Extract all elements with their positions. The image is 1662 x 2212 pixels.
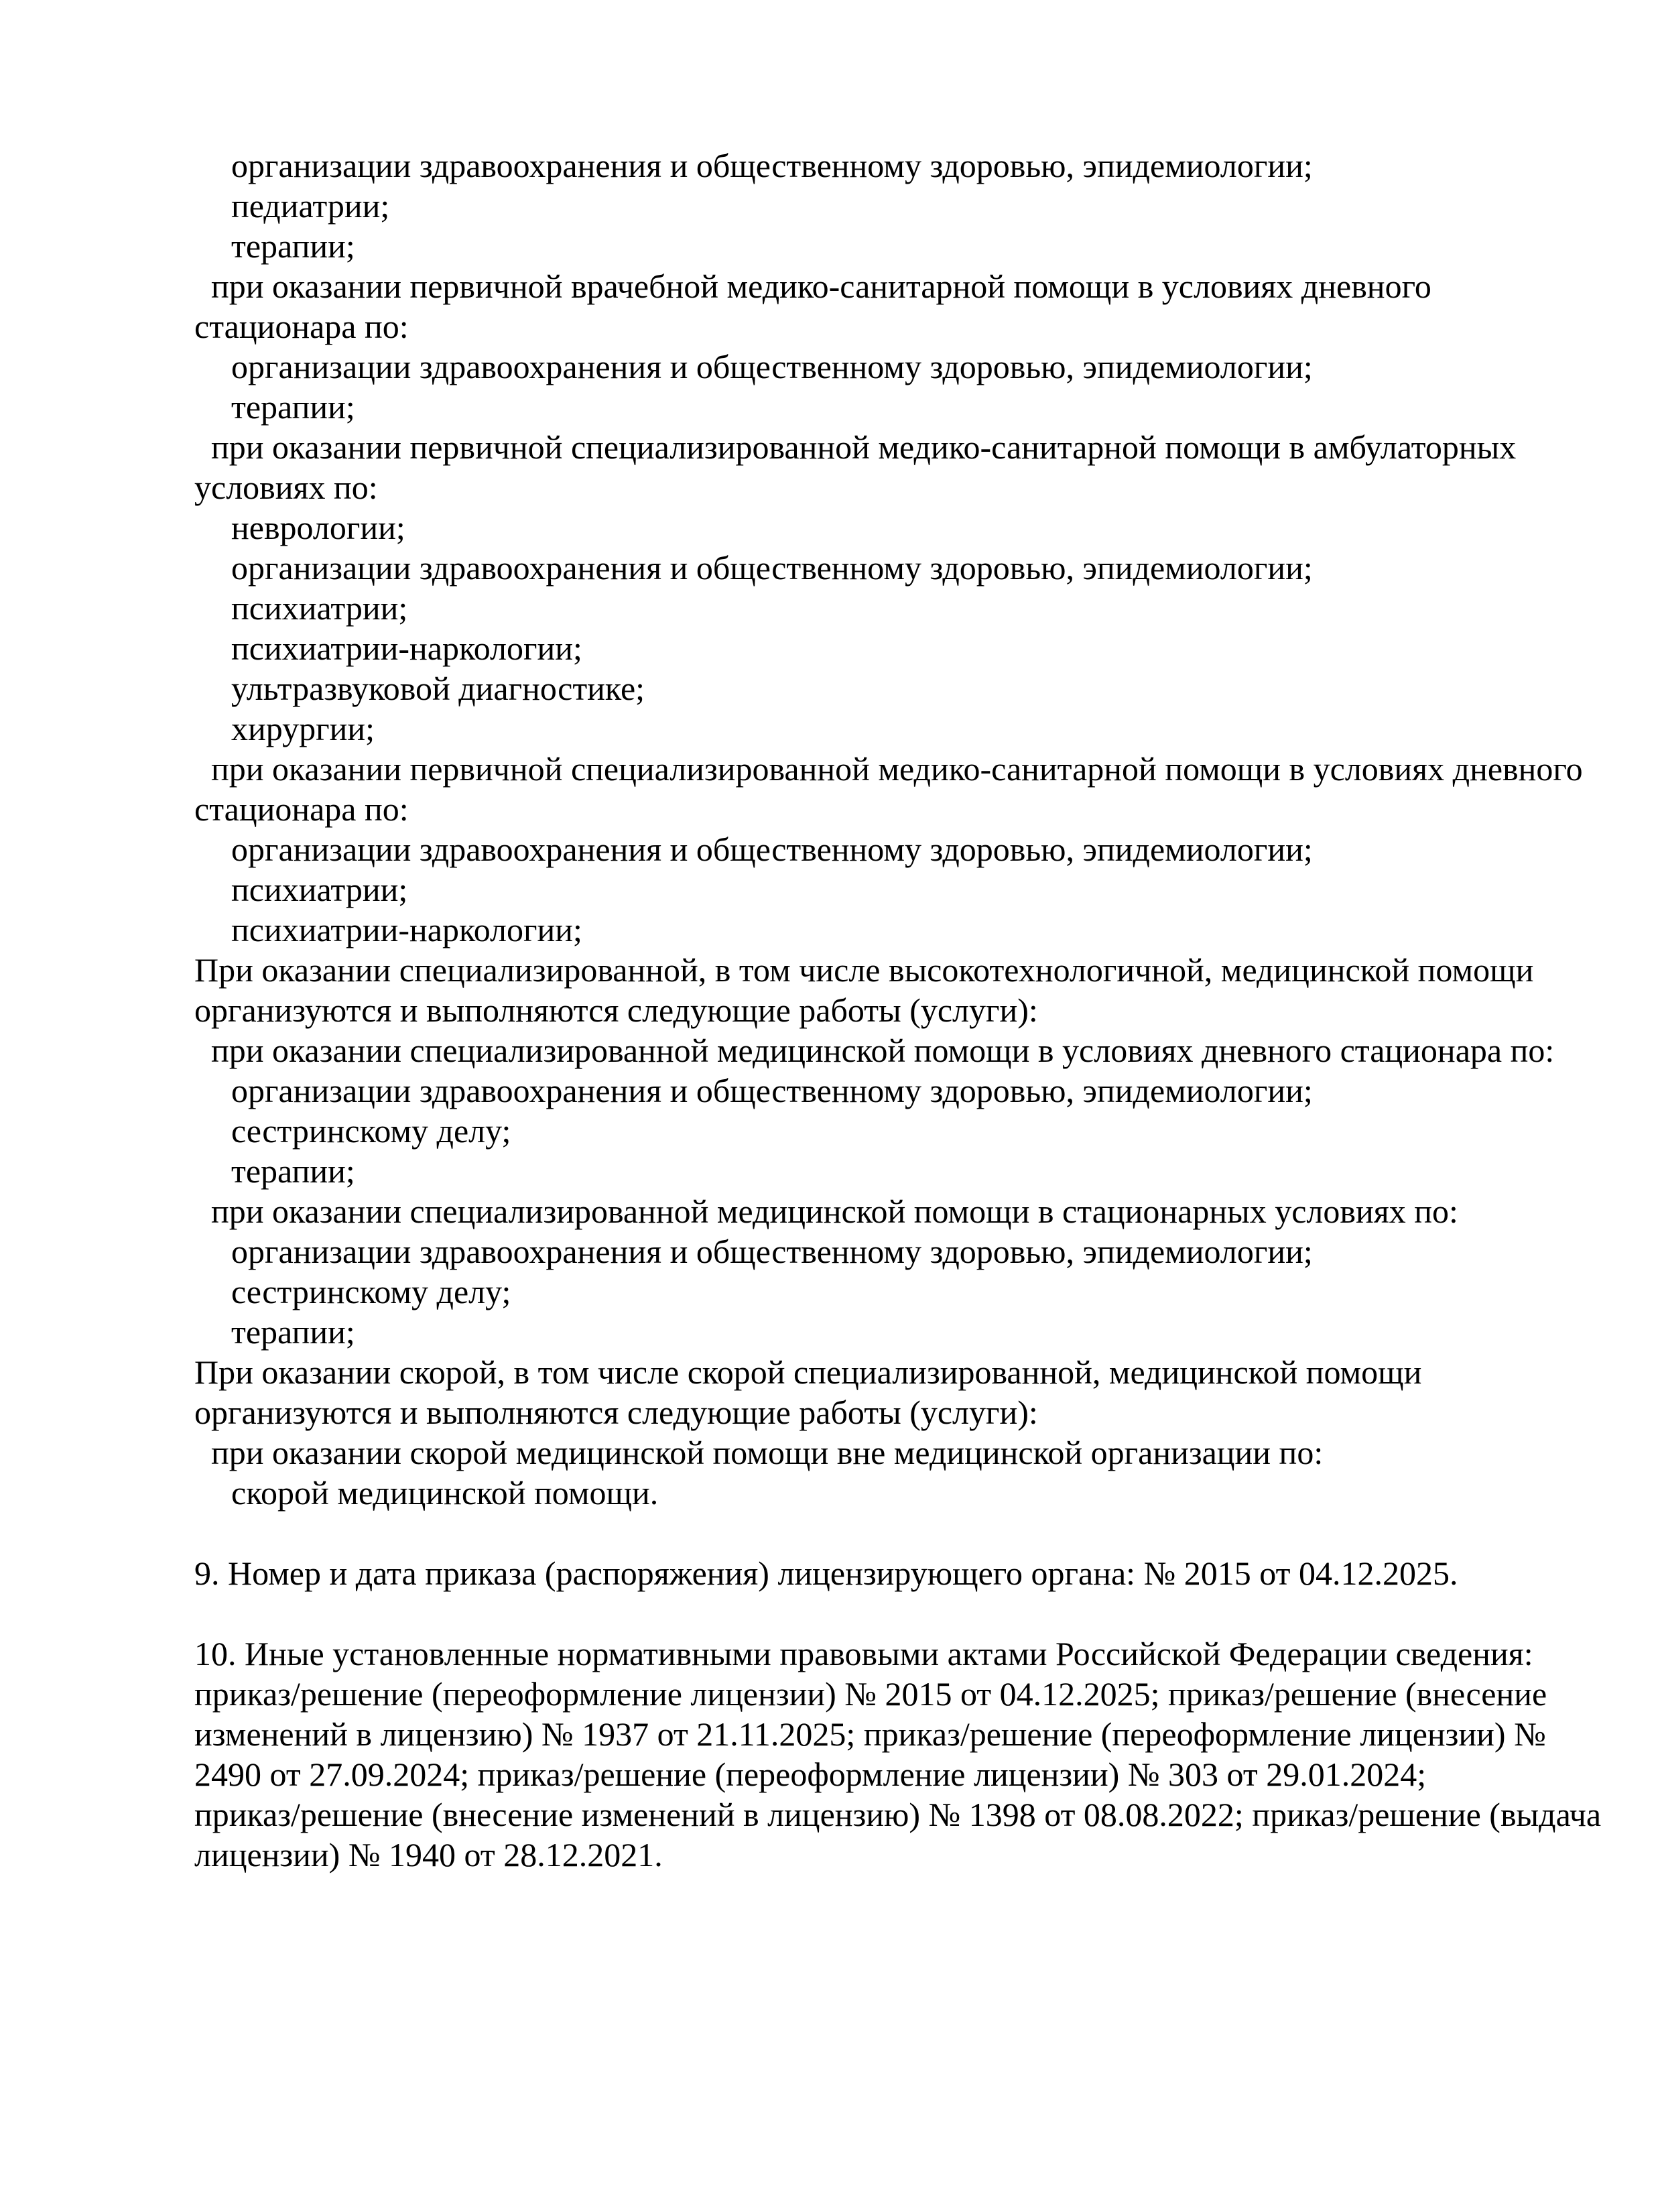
document-line: организации здравоохранения и общественному здоровью, эпидемиологии;: [231, 1072, 1313, 1109]
document-line: при оказании скорой медицинской помощи вне медицинской организации по:: [211, 1434, 1324, 1471]
document-line: При оказании скорой, в том числе скорой специализированной, медицинской помощи: [194, 1353, 1422, 1391]
document-line: терапии;: [231, 388, 355, 426]
document-line: неврологии;: [231, 509, 405, 546]
document-line: организуются и выполняются следующие работы (услуги):: [194, 991, 1038, 1029]
document-line: терапии;: [231, 1152, 355, 1190]
document-line: при оказании первичной специализированной медико-санитарной помощи в условиях дневного: [211, 750, 1583, 788]
document-line: организации здравоохранения и общественному здоровью, эпидемиологии;: [231, 348, 1313, 385]
document-line: при оказании специализированной медицинской помощи в стационарных условиях по:: [211, 1192, 1458, 1230]
document-line: скорой медицинской помощи.: [231, 1474, 659, 1512]
document-line: организации здравоохранения и общественному здоровью, эпидемиологии;: [231, 1233, 1313, 1270]
document-line: психиатрии-наркологии;: [231, 629, 582, 667]
document-line: хирургии;: [231, 710, 375, 747]
license-document-text: [194, 145, 1602, 1875]
document-line: сестринскому делу;: [231, 1112, 511, 1150]
document-line: психиатрии-наркологии;: [231, 911, 582, 948]
document-line: изменений в лицензию) № 1937 от 21.11.2025; приказ/решение (переоформление лицензии) №: [194, 1715, 1546, 1753]
document-line: организации здравоохранения и общественному здоровью, эпидемиологии;: [231, 147, 1313, 184]
document-line: При оказании специализированной, в том числе высокотехнологичной, медицинской помощи: [194, 951, 1534, 989]
document-line: ультразвуковой диагностике;: [231, 670, 645, 707]
document-line: психиатрии;: [231, 871, 408, 908]
document-line: при оказании специализированной медицинской помощи в условиях дневного стационара по:: [211, 1032, 1555, 1069]
document-line: приказ/решение (внесение изменений в лицензию) № 1398 от 08.08.2022; приказ/решение (выдача: [194, 1796, 1602, 1833]
document-line: лицензии) № 1940 от 28.12.2021.: [194, 1836, 663, 1873]
document-line: [194, 1593, 1598, 1634]
document-line: педиатрии;: [231, 187, 390, 225]
document-line: приказ/решение (переоформление лицензии) № 2015 от 04.12.2025; приказ/решение (внесение: [194, 1675, 1547, 1713]
document-line: 10. Иные установленные нормативными правовыми актами Российской Федерации сведения:: [194, 1635, 1533, 1672]
document-line: 9. Номер и дата приказа (распоряжения) лицензирующего органа: № 2015 от 04.12.2025.: [194, 1554, 1458, 1592]
document-line: 2490 от 27.09.2024; приказ/решение (переоформление лицензии) № 303 от 29.01.2024;: [194, 1756, 1427, 1793]
document-line: организуются и выполняются следующие работы (услуги):: [194, 1394, 1038, 1431]
document-line: [194, 1513, 1598, 1553]
document-line: терапии;: [231, 1313, 355, 1351]
document-line: организации здравоохранения и общественному здоровью, эпидемиологии;: [231, 831, 1313, 868]
document-line: стационара по:: [194, 308, 409, 345]
document-line: стационара по:: [194, 790, 409, 828]
document-line: психиатрии;: [231, 589, 408, 627]
document-line: терапии;: [231, 227, 355, 265]
document-line: сестринскому делу;: [231, 1273, 511, 1310]
document-line: при оказании первичной специализированной медико-санитарной помощи в амбулаторных: [211, 428, 1517, 466]
document-line: при оказании первичной врачебной медико-санитарной помощи в условиях дневного: [211, 267, 1431, 305]
document-line: условиях по:: [194, 469, 378, 506]
document-line: организации здравоохранения и общественному здоровью, эпидемиологии;: [231, 549, 1313, 587]
